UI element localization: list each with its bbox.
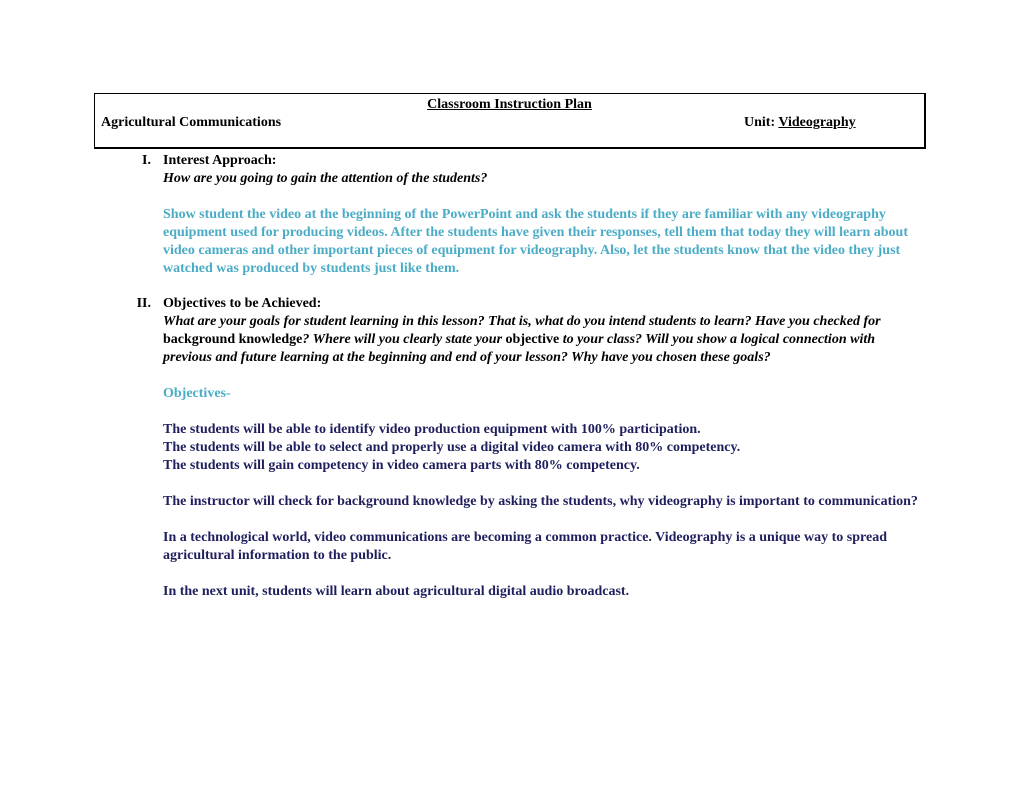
page-title: Classroom Instruction Plan: [427, 97, 592, 112]
next-unit-text: In the next unit, students will learn about agricultural digital audio broadcast.: [163, 584, 630, 599]
unit-label: Unit:: [744, 115, 779, 130]
course-name: Agricultural Communications: [101, 115, 282, 130]
section-number: II.: [136, 296, 151, 311]
unit-value: Videography: [778, 115, 856, 130]
section-content: [163, 152, 923, 278]
objective-item: The students will be able to select and properly use a digital video camera with 80% competency.: [163, 440, 741, 455]
unit-info: [744, 115, 856, 131]
section-content: [163, 295, 923, 601]
rationale-text: In a technological world, video communications are becoming a common practice. Videography is a unique way to spread agricultural information to the public.: [163, 530, 887, 563]
prompt-part: to your class? Will you show a logical connection with previous and future learning at the beginning and end of your lesson? Why have you chosen these goals?: [163, 332, 876, 365]
header-box: [94, 93, 926, 149]
prompt-part-upright: objective: [505, 332, 560, 347]
objective-item: The students will gain competency in video camera parts with 80% competency.: [163, 458, 640, 473]
section-prompt: How are you going to gain the attention of the students?: [163, 171, 488, 186]
section-heading: Interest Approach:: [163, 153, 277, 168]
interest-response: Show student the video at the beginning of the PowerPoint and ask the students if they are familiar with any videography equipment used for producing videos. After the students have given their responses, tell them that today they will learn about video cameras and other important pieces of equipment for videography. Also, let the students know that the video they just watched was produced by students just like them.: [163, 207, 909, 276]
objectives-label: Objectives-: [163, 386, 231, 401]
prompt-part-upright: background knowledge: [163, 332, 303, 347]
prompt-part: ? Where will you clearly state your: [302, 332, 506, 347]
objective-item: The students will be able to identify video production equipment with 100% participation.: [163, 422, 701, 437]
background-knowledge-text: The instructor will check for background knowledge by asking the students, why videography is important to communication?: [163, 494, 918, 509]
section-prompt: [163, 313, 923, 367]
section-number: I.: [142, 153, 151, 168]
prompt-part: What are your goals for student learning in this lesson? That is, what do you intend students to learn? Have you checked for: [163, 314, 881, 329]
section-heading: Objectives to be Achieved:: [163, 296, 322, 311]
